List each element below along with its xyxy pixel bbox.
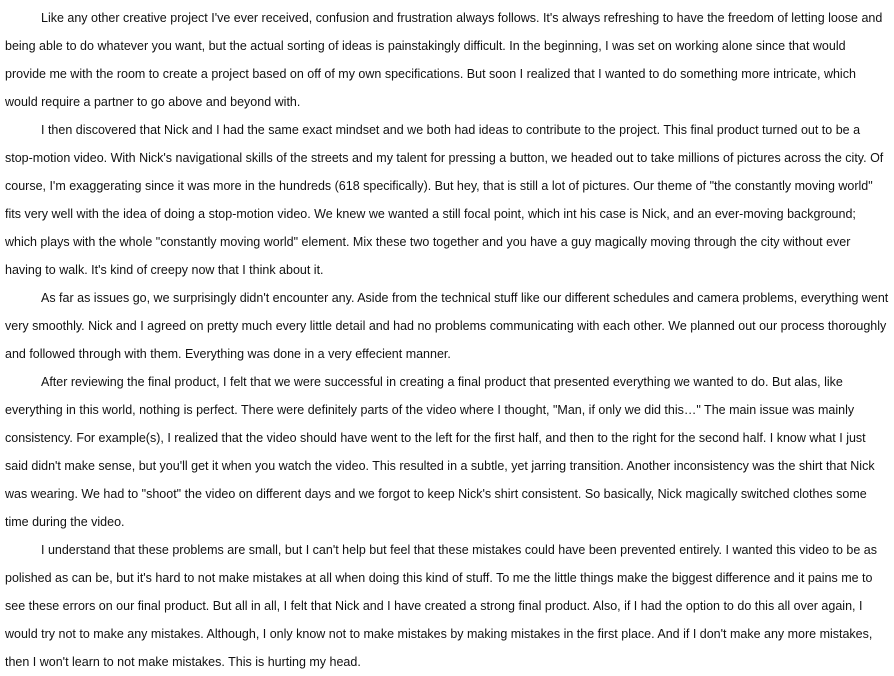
paragraph-5: I understand that these problems are small, but I can't help but feel that these mistakes could have been prevented entirely. I wanted this video to be as polished as can be, but it's hard to not make mistakes at all when doing this kind of stuff. To me the little things make the biggest difference and it pains me to see these errors on our final product. But all in all, I felt that Nick and I have created a strong final product. Also, if I had the option to do this all over again, I would try not to make any mistakes. Although, I only know not to make mistakes by making mistakes in the first place. And if I don't make any more mistakes, then I won't learn to not make mistakes. This is hurting my head.: [5, 543, 877, 669]
paragraph-4: After reviewing the final product, I felt that we were successful in creating a final product that presented everything we wanted to do. But alas, like everything in this world, nothing is perfect. There were definitely parts of the video where I thought, "Man, if only we did this…" The main issue was mainly consistency. For example(s), I realized that the video should have went to the left for the first half, and then to the right for the second half. I know what I just said didn't make sense, but you'll get it when you watch the video. This resulted in a subtle, yet jarring transition. Another inconsistency was the shirt that Nick was wearing. We had to "shoot" the video on different days and we forgot to keep Nick's shirt consistent. So basically, Nick magically switched clothes some time during the video.: [5, 375, 875, 529]
paragraph-2: I then discovered that Nick and I had the same exact mindset and we both had ideas to contribute to the project. This final product turned out to be a stop-motion video. With Nick's navigational skills of the streets and my talent for pressing a button, we headed out to take millions of pictures across the city. Of course, I'm exaggerating since it was more in the hundreds (618 specifically). But hey, that is still a lot of pictures. Our theme of "the constantly moving world" fits very well with the idea of doing a stop-motion video. We knew we wanted a still focal point, which int his case is Nick, and an ever-moving background; which plays with the whole "constantly moving world" element. Mix these two together and you have a guy magically moving through the city without ever having to walk. It's kind of creepy now that I think about it.: [5, 123, 884, 277]
paragraph-1: Like any other creative project I've ever received, confusion and frustration always follows. It's always refreshing to have the freedom of letting loose and being able to do whatever you want, but the actual sorting of ideas is painstakingly difficult. In the beginning, I was set on working alone since that would provide me with the room to create a project based on off of my own specifications. But soon I realized that I wanted to do something more intricate, which would require a partner to go above and beyond with.: [5, 11, 883, 109]
paragraph-3: As far as issues go, we surprisingly didn't encounter any. Aside from the technical stuff like our different schedules and camera problems, everything went very smoothly. Nick and I agreed on pretty much every little detail and had no problems communicating with each other. We planned out our process thoroughly and followed through with them. Everything was done in a very effecient manner.: [5, 291, 889, 361]
document-body: [5, 4, 889, 676]
